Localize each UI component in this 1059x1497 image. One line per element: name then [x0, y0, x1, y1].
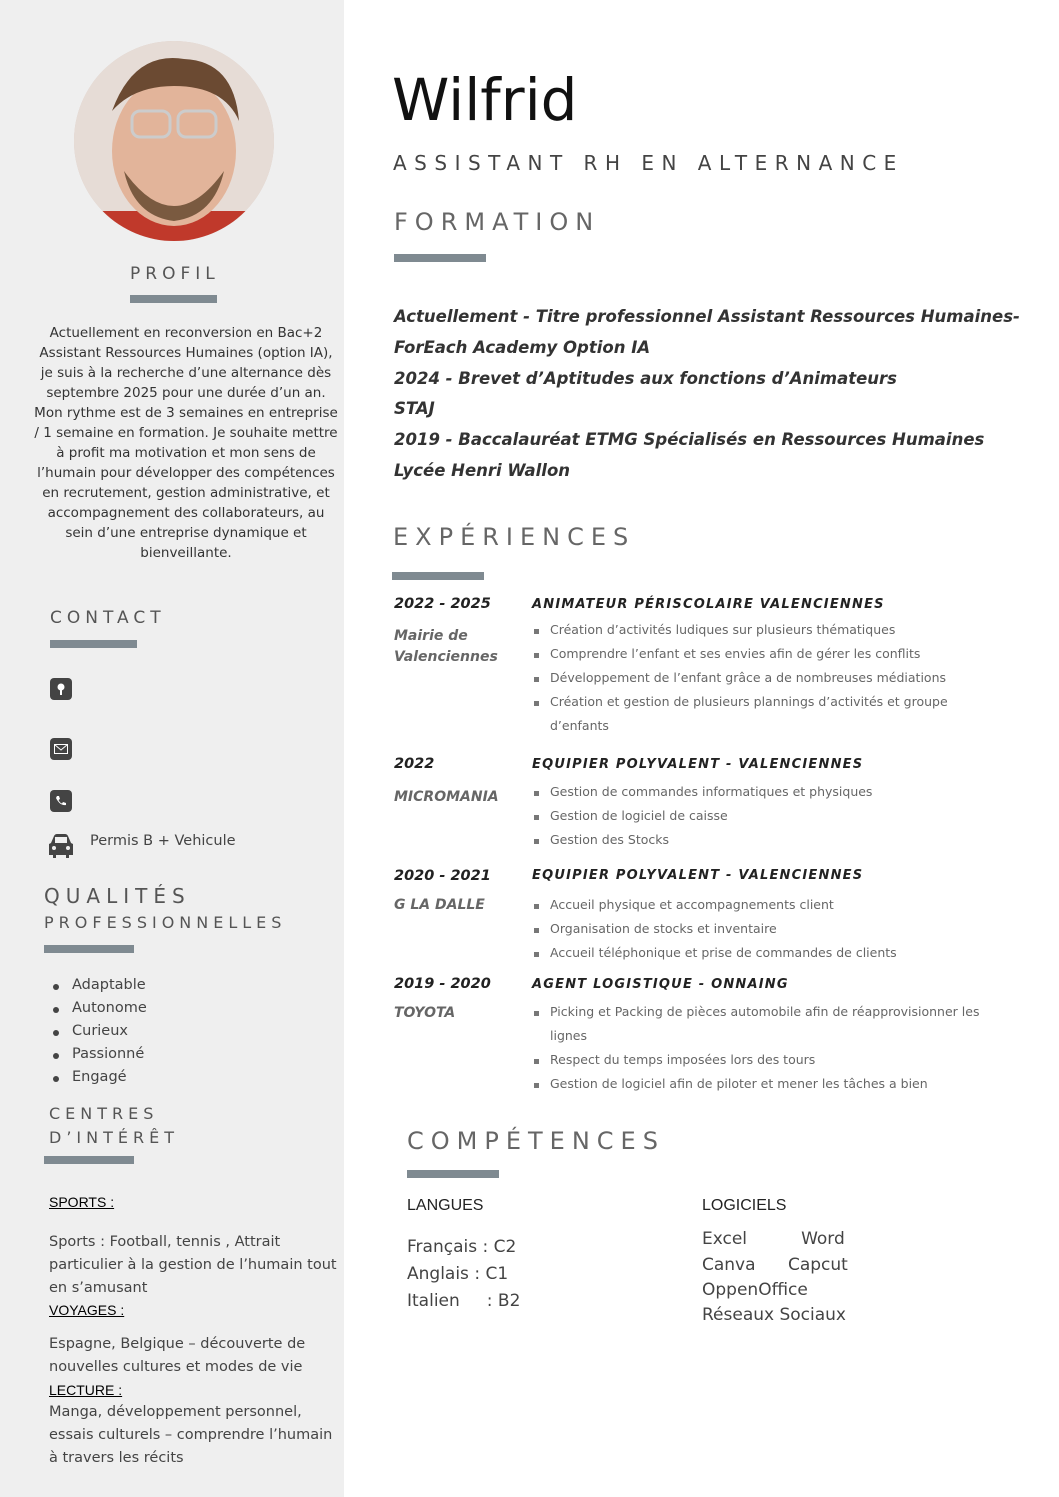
list-item: Accueil physique et accompagnements client	[532, 893, 982, 917]
job-years: 2020 - 2021	[394, 868, 491, 884]
languages-label: LANGUES	[407, 1197, 484, 1214]
software-item: OppenOffice	[702, 1280, 808, 1300]
profile-heading-bar	[130, 295, 217, 303]
profile-text: Actuellement en reconversion en Bac+2 Assistant Ressources Humaines (option IA), je suis à la recherche d’une alternance dès septembre 2025 pour une durée d’un an. Mon rythme est de 3 semaines en entreprise / 1 semaine en formation. Je souhaite mettre à profit ma motivation et mon sens de l’humain pour développer des compétences en recrutement, gestion administrative, et accompagnement des collaborateurs, au sein d’une entreprise dynamique et bienveillante.	[34, 325, 338, 561]
language-item: Italien : B2	[407, 1291, 521, 1311]
contact-heading: CONTACT	[50, 608, 166, 628]
job-tasks	[532, 618, 982, 738]
competences-heading-bar	[407, 1170, 499, 1178]
formation-line: Lycée Henri Wallon	[394, 461, 571, 480]
list-item: Engagé	[52, 1066, 147, 1089]
job-position: EQUIPIER POLYVALENT - VALENCIENNES	[532, 757, 864, 772]
job-organization: Mairie de Valenciennes	[394, 628, 498, 665]
qualities-heading: QUALITÉS	[44, 884, 191, 908]
list-item: Création et gestion de plusieurs plannings d’activités et groupe d’enfants	[532, 690, 982, 738]
job-organization: MICROMANIA	[394, 789, 499, 805]
list-item: Gestion des Stocks	[532, 828, 982, 852]
formation-line: ForEach Academy Option IA	[394, 338, 651, 357]
job-years: 2022	[394, 756, 435, 772]
list-item: Gestion de commandes informatiques et physiques	[532, 780, 982, 804]
email-icon	[50, 738, 72, 760]
language-item: Français : C2	[407, 1237, 517, 1257]
qualities-subheading: PROFESSIONNELLES	[44, 913, 287, 932]
interests-subheading: D’INTÉRÊT	[49, 1128, 179, 1147]
experiences-heading: EXPÉRIENCES	[393, 523, 636, 551]
interest-text-voyages: Espagne, Belgique – découverte de nouvelles cultures et modes de vie	[49, 1336, 306, 1375]
qualities-heading-bar	[44, 945, 134, 953]
experiences-heading-bar	[392, 572, 484, 580]
formation-heading: FORMATION	[394, 208, 601, 236]
job-tasks	[532, 780, 982, 852]
job-position: ANIMATEUR PÉRISCOLAIRE VALENCIENNES	[532, 597, 885, 612]
list-item: Passionné	[52, 1043, 147, 1066]
job-organization: G LA DALLE	[394, 897, 485, 913]
software-item: Réseaux Sociaux	[702, 1305, 846, 1325]
job-title: ASSISTANT RH EN ALTERNANCE	[393, 151, 904, 175]
language-item: Anglais : C1	[407, 1264, 509, 1284]
contact-heading-bar	[50, 640, 137, 648]
page-title: Wilfrid	[392, 66, 578, 134]
list-item: Respect du temps imposées lors des tours	[532, 1048, 982, 1072]
software-label: LOGICIELS	[702, 1197, 787, 1214]
profile-photo	[74, 41, 274, 241]
formation-line: STAJ	[394, 399, 435, 418]
interest-text-sports: Sports : Football, tennis , Attrait particulier à la gestion de l’humain tout en s’amusant	[49, 1234, 337, 1296]
formation-line: 2024 - Brevet d’Aptitudes aux fonctions d’Animateurs	[394, 369, 898, 388]
interest-label-lecture: LECTURE :	[49, 1382, 123, 1398]
list-item: Gestion de logiciel afin de piloter et mener les tâches a bien	[532, 1072, 982, 1096]
phone-icon	[50, 790, 72, 812]
location-pin-icon	[50, 678, 72, 700]
interest-text-lecture: Manga, développement personnel, essais culturels – comprendre l’humain à travers les récits	[49, 1404, 333, 1466]
interests-heading-bar	[44, 1156, 134, 1164]
list-item: Gestion de logiciel de caisse	[532, 804, 982, 828]
formation-line: Actuellement - Titre professionnel Assistant Ressources Humaines-	[394, 307, 1020, 326]
interest-label-voyages: VOYAGES :	[49, 1302, 125, 1318]
job-position: EQUIPIER POLYVALENT - VALENCIENNES	[532, 868, 864, 883]
job-years: 2019 - 2020	[394, 976, 491, 992]
list-item: Développement de l’enfant grâce a de nombreuses médiations	[532, 666, 982, 690]
list-item: Création d’activités ludiques sur plusieurs thématiques	[532, 618, 982, 642]
formation-line: 2019 - Baccalauréat ETMG Spécialisés en Ressources Humaines	[394, 430, 985, 449]
formation-heading-bar	[394, 254, 486, 262]
list-item: Organisation de stocks et inventaire	[532, 917, 982, 941]
interests-heading: CENTRES	[49, 1104, 159, 1123]
list-item: Picking et Packing de pièces automobile afin de réapprovisionner les lignes	[532, 1000, 982, 1048]
job-position: AGENT LOGISTIQUE - ONNAING	[532, 977, 789, 992]
list-item: Comprendre l’enfant et ses envies afin de gérer les conflits	[532, 642, 982, 666]
car-icon	[47, 833, 75, 863]
job-tasks	[532, 893, 982, 965]
list-item: Accueil téléphonique et prise de commandes de clients	[532, 941, 982, 965]
qualities-list	[52, 974, 147, 1089]
job-years: 2022 - 2025	[394, 596, 491, 612]
software-item: Excel Word	[702, 1229, 845, 1249]
software-item: Canva Capcut	[702, 1255, 848, 1275]
profile-photo-image	[74, 41, 274, 241]
profile-heading: PROFIL	[130, 264, 220, 284]
list-item: Autonome	[52, 997, 147, 1020]
license-text: Permis B + Vehicule	[90, 833, 236, 849]
job-tasks	[532, 1000, 982, 1096]
list-item: Curieux	[52, 1020, 147, 1043]
competences-heading: COMPÉTENCES	[407, 1127, 665, 1155]
interest-label-sports: SPORTS :	[49, 1194, 115, 1210]
list-item: Adaptable	[52, 974, 147, 997]
job-organization: TOYOTA	[394, 1005, 456, 1021]
